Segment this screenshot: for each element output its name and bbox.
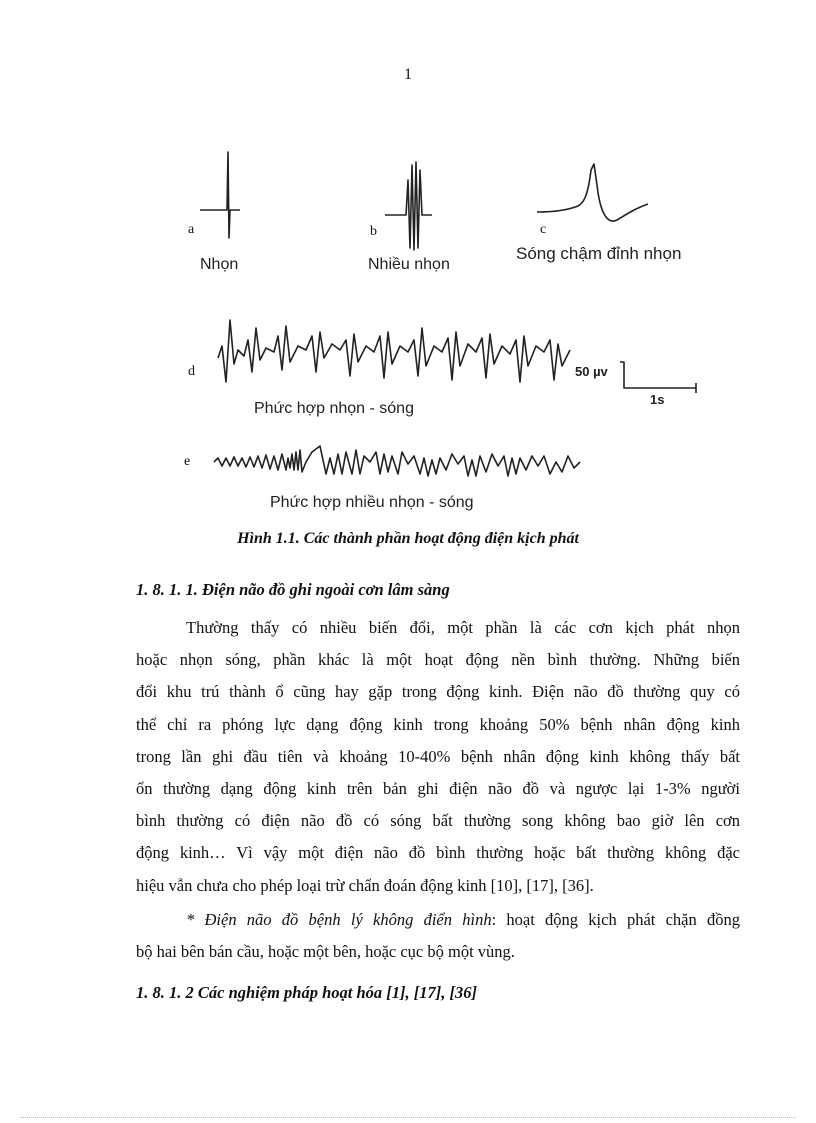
label-a: a bbox=[188, 222, 195, 237]
spike-wave-complex-label: Phức hợp nhọn - sóng bbox=[254, 400, 414, 417]
polyspike-wave-complex-waveform bbox=[214, 446, 580, 476]
note-italic: * Điện não đồ bệnh lý không điển hình bbox=[186, 910, 492, 929]
section-1-note bbox=[136, 904, 740, 968]
paragraph-line: Thường thấy có nhiều biến đổi, một phần là các cơn kịch phát nhọn bbox=[186, 618, 740, 637]
note-line bbox=[136, 904, 740, 936]
page-bottom-rule bbox=[20, 1117, 796, 1118]
spike-label: Nhọn bbox=[200, 256, 239, 273]
label-c: c bbox=[540, 222, 547, 237]
paragraph-line: thể chỉ ra phóng lực dạng động kinh trong khoảng 50% bệnh nhân động kinh bbox=[136, 714, 740, 734]
eeg-waveforms bbox=[170, 140, 730, 520]
section-heading-1: 1. 8. 1. 1. Điện não đồ ghi ngoài cơn lâm sàng bbox=[136, 580, 450, 599]
page-number: 1 bbox=[404, 66, 412, 83]
paragraph-line: trong lần ghi đầu tiên và khoảng 10-40% bệnh nhân động kinh không thấy bất bbox=[136, 746, 740, 766]
spike-waveform bbox=[200, 152, 240, 238]
label-d: d bbox=[188, 364, 195, 379]
paragraph-line: động kinh… Vì vậy một điện não đồ bình thường hoặc bất thường không đặc bbox=[136, 843, 740, 863]
paragraph-line: bình thường có điện não đồ có sóng bất thường song không bao giờ lên cơn bbox=[136, 811, 740, 831]
scale-amplitude-label: 50 µv bbox=[575, 364, 608, 379]
paragraph-line: ổn thường dạng động kinh trên bản ghi điện não đồ và ngược lại 1-3% người bbox=[136, 779, 740, 799]
note-line: bộ hai bên bán cầu, hoặc một bên, hoặc cục bộ một vùng. bbox=[136, 942, 515, 962]
section-heading-2: 1. 8. 1. 2 Các nghiệm pháp hoạt hóa [1], [17], [36] bbox=[136, 983, 478, 1002]
polyspike-waveform bbox=[385, 162, 432, 250]
paragraph-line: hiệu vẫn chưa cho phép loại trừ chẩn đoán động kinh [10], [17], [36]. bbox=[136, 875, 594, 895]
paragraph-line: hoặc nhọn sóng, phần khác là một hoạt động nền bình thường. Những biến bbox=[136, 650, 740, 670]
eeg-figure bbox=[170, 140, 730, 520]
note-rest: : hoạt động kịch phát chặn đồng bbox=[491, 910, 740, 929]
sharp-slow-wave-waveform bbox=[537, 164, 648, 221]
spike-wave-complex-waveform bbox=[218, 320, 570, 382]
polyspike-wave-complex-label: Phức hợp nhiều nhọn - sóng bbox=[270, 494, 474, 511]
figure-caption: Hình 1.1. Các thành phần hoạt động điện kịch phát bbox=[237, 530, 579, 547]
scale-time-label: 1s bbox=[650, 392, 665, 407]
label-b: b bbox=[370, 224, 377, 239]
scale-bar bbox=[620, 362, 696, 393]
section-1-paragraph bbox=[136, 612, 740, 902]
paragraph-line: đổi khu trú thành ổ cũng hay gặp trong động kinh. Điện não đồ thường quy có bbox=[136, 682, 740, 702]
label-e: e bbox=[184, 454, 191, 469]
sharp-slow-wave-label: Sóng chậm đỉnh nhọn bbox=[516, 244, 682, 263]
polyspike-label: Nhiều nhọn bbox=[368, 256, 450, 273]
